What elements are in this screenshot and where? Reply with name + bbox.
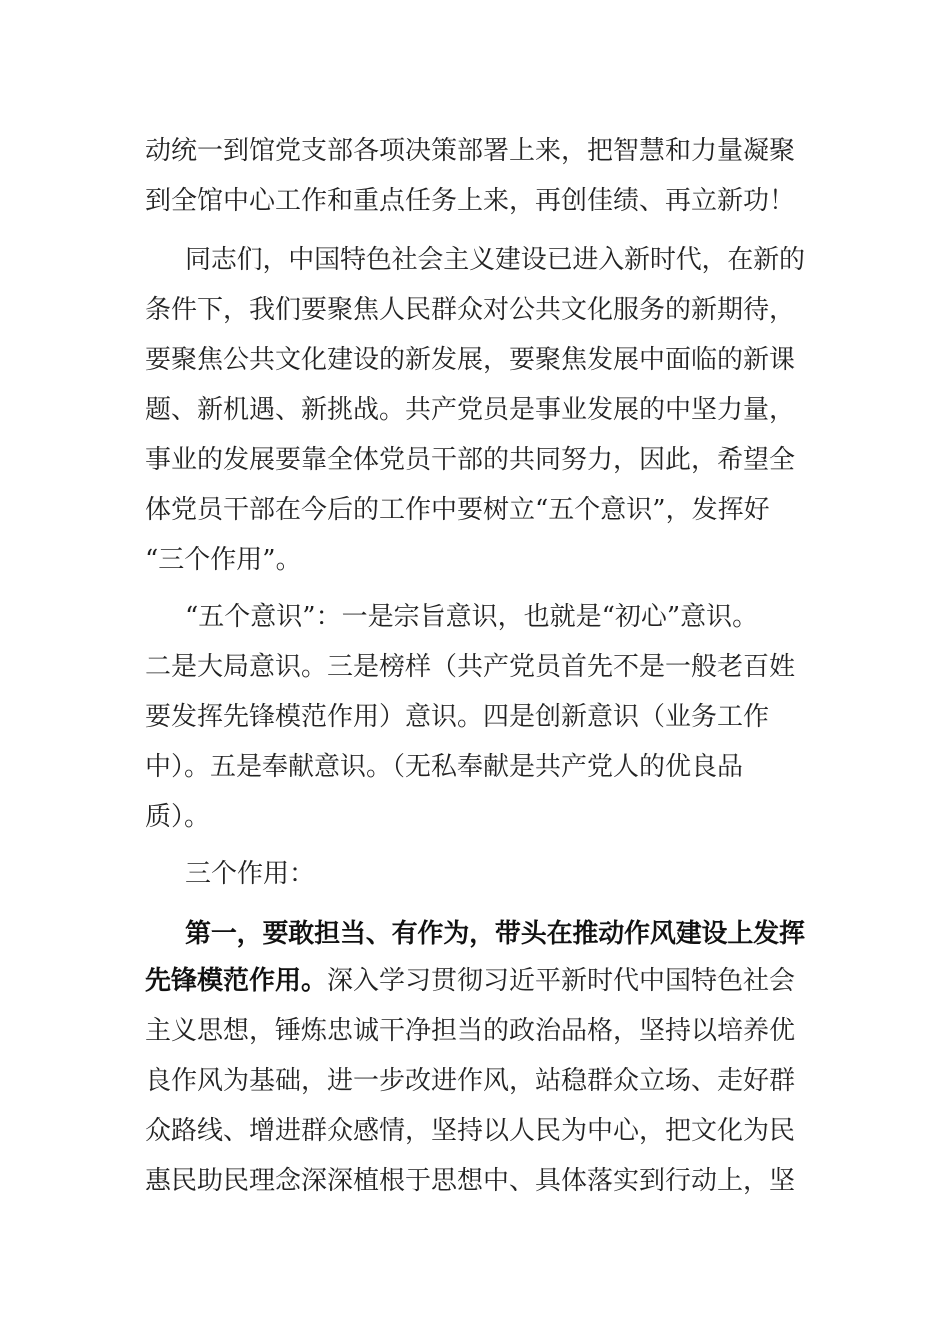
text-line: “三个作用”。 xyxy=(145,545,302,575)
text-line xyxy=(185,917,805,951)
text-line: 良作风为基础，进一步改进作风，站稳群众立场、走好群 xyxy=(145,1066,796,1096)
text-line: 质）。 xyxy=(145,802,211,832)
text-line: 要聚焦公共文化建设的新发展，要聚焦发展中面临的新课 xyxy=(145,345,796,375)
text-line: 众路线、增进群众感情，坚持以人民为中心，把文化为民 xyxy=(145,1116,796,1146)
text-line: 条件下，我们要聚焦人民群众对公共文化服务的新期待， xyxy=(145,295,796,325)
text-line: 二是大局意识。三是榜样（共产党员首先不是一般老百姓 xyxy=(145,652,796,682)
text-line: 主义思想，锤炼忠诚干净担当的政治品格，坚持以培养优 xyxy=(145,1016,796,1046)
text-line: 动统一到馆党支部各项决策部署上来，把智慧和力量凝聚 xyxy=(145,136,796,166)
text-line: 中）。五是奉献意识。（无私奉献是共产党人的优良品 xyxy=(145,752,744,782)
text-line: 到全馆中心工作和重点任务上来，再创佳绩、再立新功！ xyxy=(145,186,796,216)
text-line: 事业的发展要靠全体党员干部的共同努力，因此，希望全 xyxy=(145,445,796,475)
bold-heading: 先锋模范作用。 xyxy=(145,966,328,996)
text-line: 要发挥先锋模范作用）意识。四是创新意识（业务工作 xyxy=(145,702,770,732)
bold-heading: 第一，要敢担当、有作为，带头在推动作风建设上发挥 xyxy=(185,919,805,949)
text-line: “五个意识”：一是宗旨意识，也就是“初心”意识。 xyxy=(185,602,759,632)
text-line: 惠民助民理念深深植根于思想中、具体落实到行动上，坚 xyxy=(145,1166,796,1196)
text-line: 体党员干部在今后的工作中要树立“五个意识”，发挥好 xyxy=(145,495,770,525)
text-line: 同志们，中国特色社会主义建设已进入新时代，在新的 xyxy=(185,245,805,275)
text-line: 三个作用： xyxy=(185,859,316,889)
text-line: 题、新机遇、新挑战。共产党员是事业发展的中坚力量， xyxy=(145,395,796,425)
text-line: 先锋模范作用。深入学习贯彻习近平新时代中国特色社会 xyxy=(145,966,796,996)
